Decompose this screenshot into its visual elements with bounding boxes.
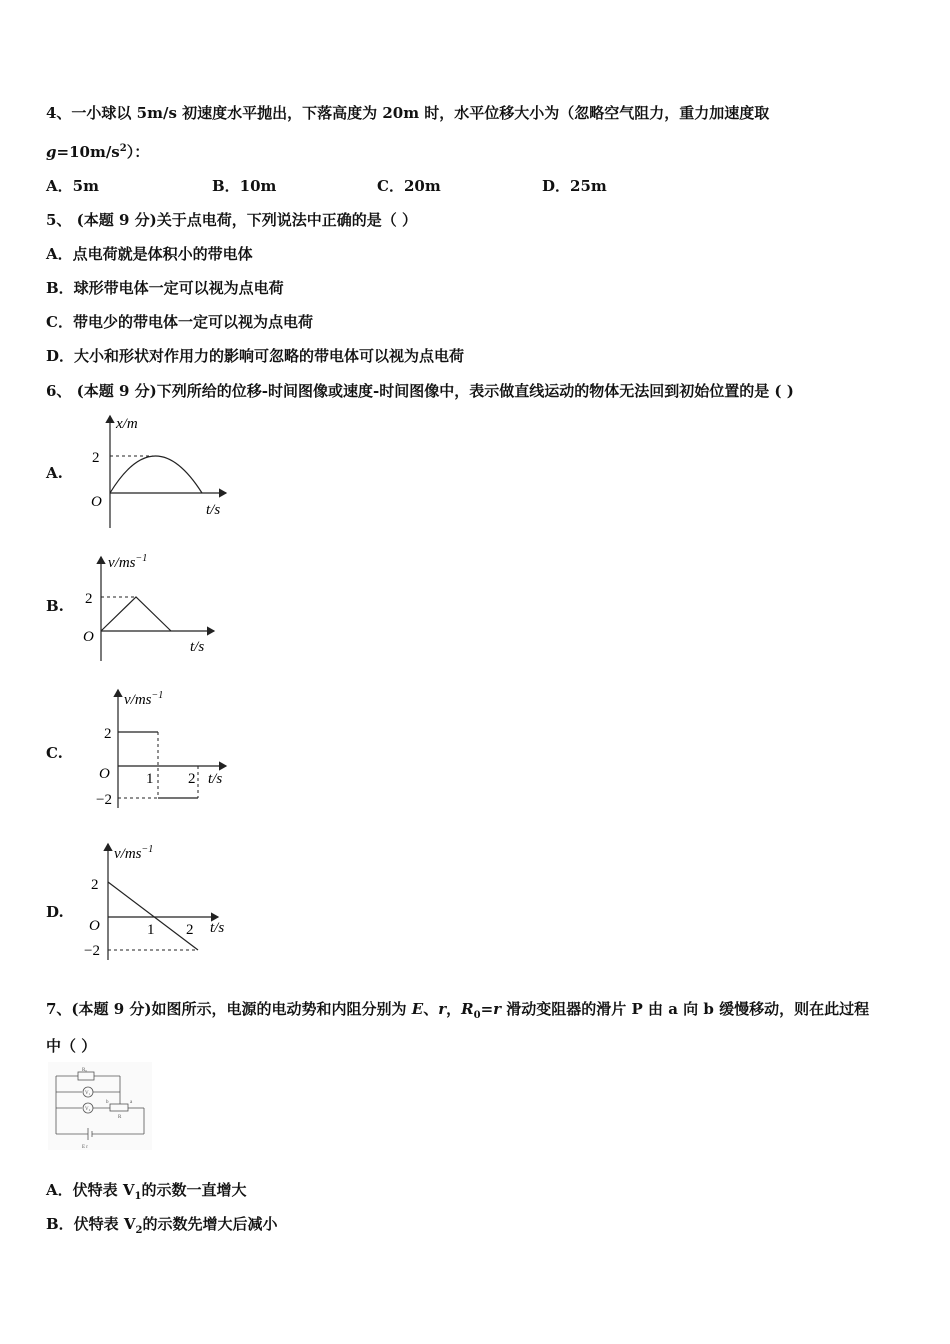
circuit-label-r: R: [118, 1115, 122, 1120]
q4-stem-line1: 4、一小球以 5m/s 初速度水平抛出，下落高度为 20m 时，水平位移大小为（忽略空气阻力，重力加速度取: [46, 104, 770, 122]
graph-b-line: [101, 597, 171, 631]
graph-c-tick-neg2: −2: [96, 792, 112, 808]
q7-option-b: B．伏特表 $V_2$的示数先增大后减小: [46, 1215, 278, 1236]
q4-option-c: C．20m: [377, 177, 441, 195]
graph-d-line: [108, 882, 198, 950]
circuit-label-r0: R₀: [82, 1068, 88, 1073]
graph-a-curve: [110, 456, 202, 493]
q6-stem: 6、 (本题 9 分)下列所给的位移-时间图像或速度-时间图像中，表示做直线运动的物体无法回到初始位置的是 ( ): [46, 382, 794, 400]
graph-d-x-title: t/s: [210, 920, 225, 936]
q4-option-d: D．25m: [542, 177, 607, 195]
graph-b-y-title: $v/ms^{-1}$: [108, 553, 148, 571]
circuit-label-a: a: [130, 1100, 133, 1105]
graph-d-label: D.: [46, 903, 64, 921]
g-symbol: g: [46, 143, 57, 161]
graph-c-label: C.: [46, 744, 63, 762]
circuit-label-v1: V₁: [85, 1091, 91, 1096]
graph-a-label: A.: [46, 464, 63, 482]
q5-stem: 5、 (本题 9 分)关于点电荷，下列说法中正确的是（ ）: [46, 211, 417, 229]
graph-c-vt: [90, 682, 240, 812]
graph-a-tick-2: 2: [92, 450, 100, 466]
q5-option-b: B．球形带电体一定可以视为点电荷: [46, 279, 284, 297]
graph-a-origin: O: [91, 494, 102, 510]
graph-a-y-title: x/m: [116, 416, 138, 432]
graph-c-y-title: $v/ms^{-1}$: [124, 690, 164, 708]
g-value: =10m/s: [56, 143, 120, 161]
q5-option-d: D．大小和形状对作用力的影响可忽略的带电体可以视为点电荷: [46, 347, 465, 365]
r0-symbol: R: [461, 1000, 474, 1018]
graph-b-origin: O: [83, 629, 94, 645]
circuit-label-er: E r: [82, 1145, 88, 1150]
graph-d-origin: O: [89, 918, 100, 934]
graph-d-tick-x1: 1: [147, 922, 155, 938]
graph-d-tick-x2: 2: [186, 922, 194, 938]
graph-c-x-title: t/s: [208, 771, 223, 787]
graph-b-label: B.: [46, 597, 64, 615]
q7-stem-line2: 中（ ）: [46, 1037, 97, 1055]
graph-c-origin: O: [99, 766, 110, 782]
q4-stem-line2: [46, 141, 149, 162]
graph-a-xt: [80, 410, 240, 530]
graph-a-x-title: t/s: [206, 502, 221, 518]
graph-b-x-title: t/s: [190, 639, 205, 655]
graph-b-vt: [80, 545, 240, 663]
emf-symbol: E: [411, 1000, 424, 1018]
q7-circuit-diagram: [48, 1062, 152, 1150]
q4-stem-tail: ）：: [126, 143, 150, 161]
graph-d-tick-2: 2: [91, 877, 99, 893]
q7-stem-line1: 7、(本题 9 分)如图所示，电源的电动势和内阻分别为 E、r，$R_0=r$ 滑动变阻器的滑片 P 由 a 向 b 缓慢移动，则在此过程: [46, 1000, 870, 1021]
graph-d-vt: [80, 836, 240, 966]
circuit-label-v2: V₂: [85, 1107, 91, 1112]
q5-option-a: A．点电荷就是体积小的带电体: [46, 245, 253, 263]
graph-d-y-title: $v/ms^{-1}$: [114, 844, 154, 862]
q4-option-a: A．5m: [46, 177, 99, 195]
q4-option-b: B．10m: [212, 177, 277, 195]
g-exponent: 2: [119, 143, 127, 154]
r0-subscript: 0: [473, 1010, 481, 1021]
q5-option-c: C．带电少的带电体一定可以视为点电荷: [46, 313, 313, 331]
graph-c-tick-x1: 1: [146, 771, 154, 787]
internal-resistance-symbol: r: [438, 1000, 447, 1018]
graph-c-tick-x2: 2: [188, 771, 196, 787]
graph-c-tick-2: 2: [104, 726, 112, 742]
q7-option-a: A．伏特表 $V_1$的示数一直增大: [46, 1181, 247, 1202]
graph-b-tick-2: 2: [85, 591, 93, 607]
circuit-label-b: b: [106, 1100, 109, 1105]
graph-d-tick-neg2: −2: [84, 943, 100, 959]
